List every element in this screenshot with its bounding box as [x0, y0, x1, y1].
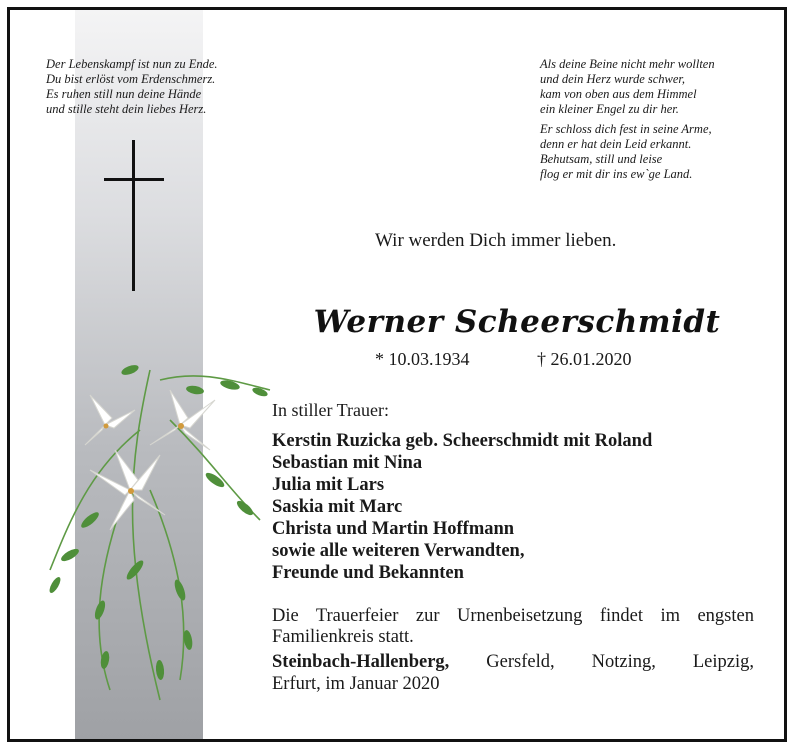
- poem-left: [46, 57, 218, 117]
- place-line: [272, 651, 754, 673]
- poem-line: denn er hat dein Leid erkannt.: [540, 137, 692, 151]
- poem-line: Du bist erlöst vom Erdenschmerz.: [46, 72, 216, 86]
- place-other: Gersfeld,: [486, 652, 555, 672]
- place-other: Notzing,: [591, 652, 656, 672]
- poem-line: und stille steht dein liebes Herz.: [46, 102, 207, 116]
- mourner: Julia mit Lars: [272, 475, 385, 495]
- place-city: Steinbach-Hallenberg,: [272, 652, 450, 672]
- place-date-line: Erfurt, im Januar 2020: [272, 674, 440, 694]
- poem-stanza-2: [540, 122, 715, 182]
- poem-line: flog er mit dir ins ew`ge Land.: [540, 167, 693, 181]
- death-date: † 26.01.2020: [537, 349, 632, 369]
- mourner: Saskia mit Marc: [272, 497, 403, 517]
- obituary-frame: [7, 7, 787, 742]
- poem-line: Behutsam, still und leise: [540, 152, 663, 166]
- mourner: sowie alle weiteren Verwandten,: [272, 541, 525, 561]
- place-and-date: [272, 651, 754, 695]
- mourner: Christa und Martin Hoffmann: [272, 519, 515, 539]
- poem-line: Der Lebenskampf ist nun zu Ende.: [46, 57, 218, 71]
- poem-line: und dein Herz wurde schwer,: [540, 72, 686, 86]
- motto: Wir werden Dich immer lieben.: [375, 230, 617, 251]
- lily-bouquet-icon: [30, 340, 280, 710]
- mourner: Freunde und Bekannten: [272, 563, 464, 583]
- ceremony-note: Die Trauerfeier zur Urnenbeisetzung findet im engsten Familienkreis statt.: [272, 606, 754, 647]
- poem-line: ein kleiner Engel zu dir her.: [540, 102, 679, 116]
- birth-date: * 10.03.1934: [375, 349, 470, 369]
- poem-stanza-1: [540, 57, 715, 117]
- mourner: Sebastian mit Nina: [272, 453, 423, 473]
- poem-line: Als deine Beine nicht mehr wollten: [540, 57, 715, 71]
- poem-line: Es ruhen still nun deine Hände: [46, 87, 202, 101]
- mourning-intro: In stiller Trauer:: [272, 400, 389, 420]
- poem-line: Er schloss dich fest in seine Arme,: [540, 122, 712, 136]
- deceased-name: Werner Scheerschmidt: [313, 304, 721, 340]
- poem-right: [540, 57, 715, 182]
- place-other: Leipzig,: [692, 652, 754, 672]
- mourner: Kerstin Ruzicka geb. Scheerschmidt mit Roland: [272, 431, 653, 451]
- poem-line: kam von oben aus dem Himmel: [540, 87, 697, 101]
- mourners-list: [272, 430, 652, 584]
